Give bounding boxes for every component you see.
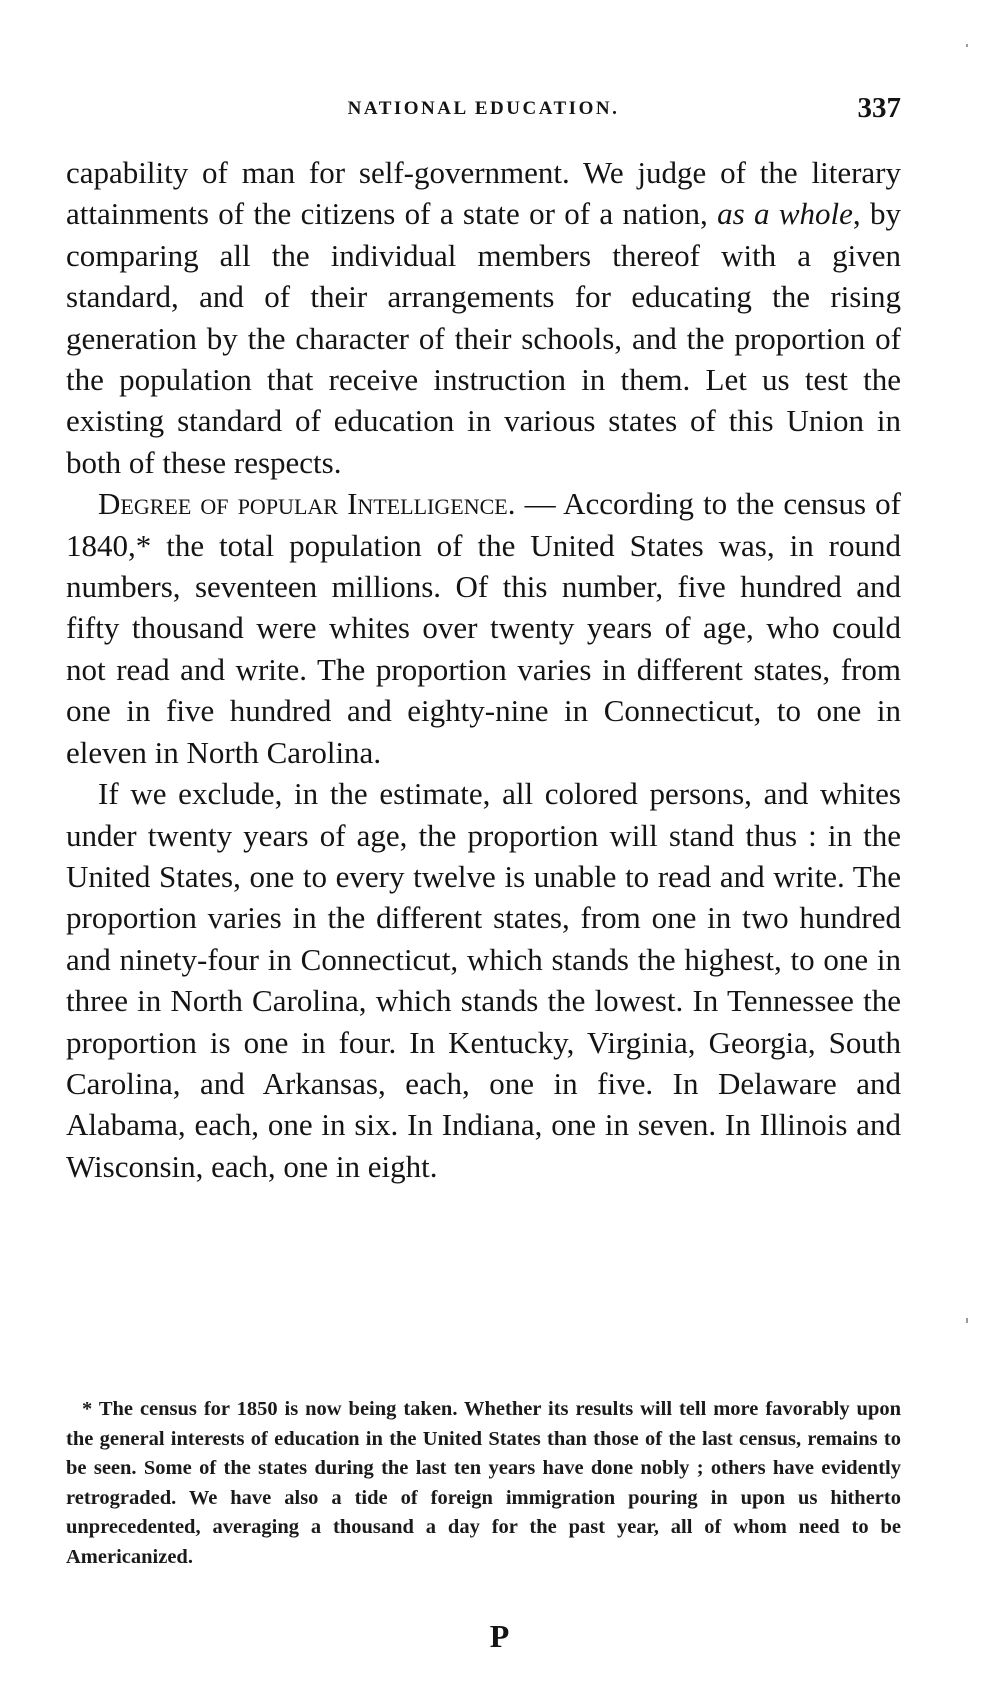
paragraph-1 [66,152,901,483]
running-title: NATIONAL EDUCATION. [347,98,620,119]
paragraph-2 [66,483,901,773]
body-text [66,152,901,1187]
signature-mark: P [489,1618,510,1654]
paragraph-1-text-a: capability of man for self-government. We judge of the literary attainments of the citizens of a state or of a nation, [66,155,901,232]
scan-speck [966,44,968,47]
paragraph-1-text-b: , by comparing all the individual members thereof with a given standard, and of their arrangements for educating the rising generation by the character of their schools, and the proportion of the population that receive instruction in them. Let us test the existing standard of education in various states of this Union in both of these respects. [66,196,901,480]
paragraph-2-text: — According to the census of 1840,* the total population of the United States was, in round numbers, seventeen millions. Of this number, five hundred and fifty thousand were whites over twenty years of age, who could not read and write. The proportion varies in different states, from one in five hundred and eighty-nine in Connecticut, to one in eleven in North Carolina. [66,486,901,770]
emphasis-as-a-whole: as a whole [717,196,853,232]
footnote: * The census for 1850 is now being taken. Whether its results will tell more favorably upon the general interests of education in the United States than those of the last census, remains to be seen. Some of the states during the last ten years have done nobly ; others have evidently retrograded. We have also a tide of foreign immigration pouring in upon us hitherto unprecedented, averaging a thousand a day for the past year, all of whom need to be Americanized. [66,1398,901,1568]
page-number: 337 [857,92,901,124]
paragraph-3: If we exclude, in the estimate, all colored persons, and whites under twenty years of age, the proportion will stand thus : in the United States, one to every twelve is unable to read and write. The proportion varies in the different states, from one in two hundred and ninety-four in Connecticut, which stands the highest, to one in three in North Carolina, which stands the lowest. In Tennessee the proportion is one in four. In Kentucky, Virginia, Georgia, South Carolina, and Arkansas, each, one in five. In Delaware and Alabama, each, one in six. In Indiana, one in seven. In Illinois and Wisconsin, each, one in eight. [66,776,901,1184]
scan-speck [966,1318,968,1323]
section-heading: Degree of popular Intelligence. [98,486,516,522]
running-head [66,92,901,128]
